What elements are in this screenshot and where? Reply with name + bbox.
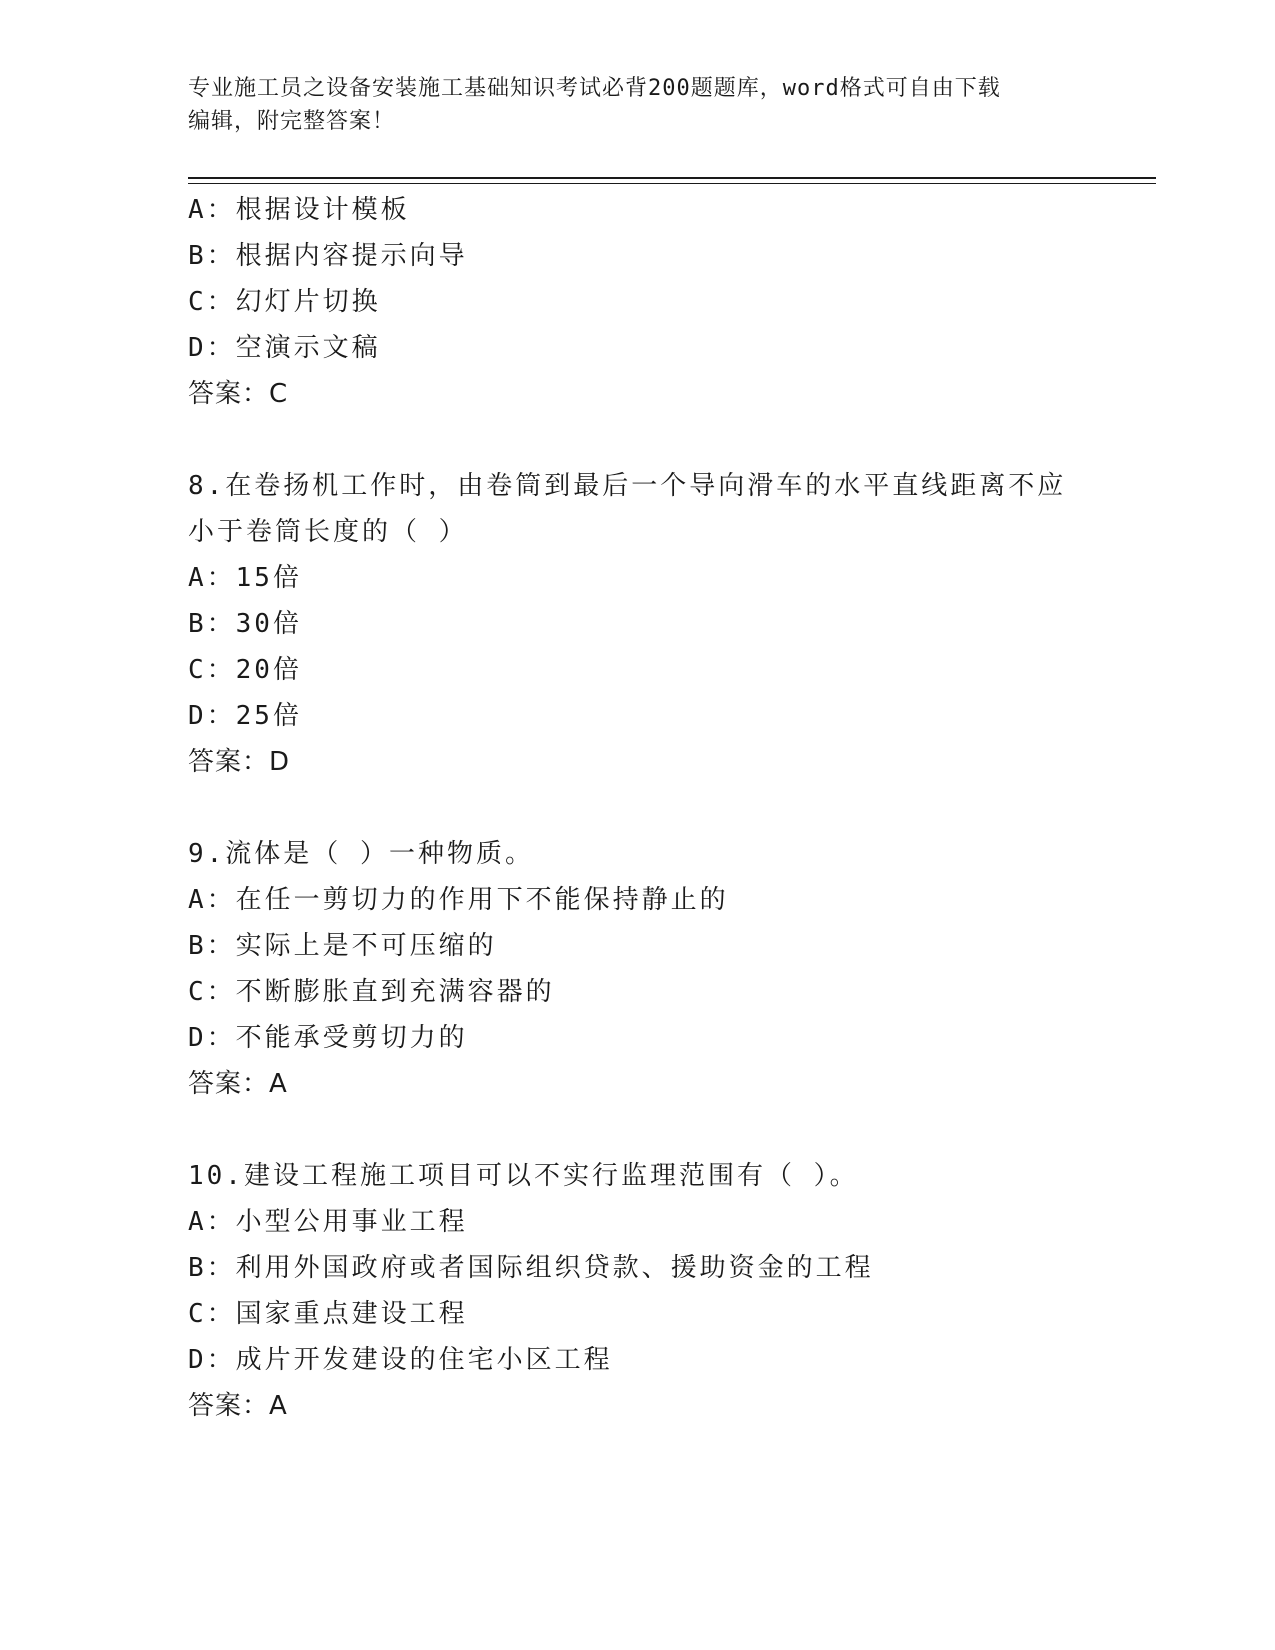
option-b: B：利用外国政府或者国际组织贷款、援助资金的工程 (188, 1253, 874, 1283)
option-d: D：25倍 (188, 701, 302, 731)
option-a: A：在任一剪切力的作用下不能保持静止的 (188, 885, 729, 915)
answer-line: 答案：C (188, 379, 289, 409)
option-c: C：幻灯片切换 (188, 287, 381, 317)
question-stem: 9.流体是（ ）一种物质。 (188, 839, 534, 869)
header-divider-thick (188, 177, 1156, 179)
question-7-continued (188, 187, 1148, 417)
question-9 (188, 831, 1148, 1107)
answer-line: 答案：A (188, 1391, 288, 1421)
option-d: D：不能承受剪切力的 (188, 1023, 468, 1053)
question-spacer (188, 785, 1148, 831)
option-d: D：成片开发建设的住宅小区工程 (188, 1345, 613, 1375)
question-list (188, 187, 1148, 1429)
question-10 (188, 1153, 1148, 1429)
option-c: C：20倍 (188, 655, 302, 685)
document-header (188, 72, 1088, 138)
header-title-line1: 专业施工员之设备安装施工基础知识考试必背200题题库，word格式可自由下载 (188, 76, 1001, 101)
option-b: B：30倍 (188, 609, 302, 639)
question-stem: 8.在卷扬机工作时，由卷筒到最后一个导向滑车的水平直线距离不应 (188, 471, 1067, 501)
question-8 (188, 463, 1148, 785)
question-spacer (188, 1107, 1148, 1153)
answer-line: 答案：A (188, 1069, 288, 1099)
answer-line: 答案：D (188, 747, 291, 777)
option-a: A：小型公用事业工程 (188, 1207, 468, 1237)
option-a: A：根据设计模板 (188, 195, 410, 225)
header-title-line2: 编辑，附完整答案！ (188, 109, 396, 134)
question-stem: 10.建设工程施工项目可以不实行监理范围有（ ）。 (188, 1161, 859, 1191)
option-b: B：根据内容提示向导 (188, 241, 468, 271)
question-stem-continued: 小于卷筒长度的（ ） (188, 517, 468, 547)
option-c: C：不断膨胀直到充满容器的 (188, 977, 555, 1007)
option-d: D：空演示文稿 (188, 333, 381, 363)
question-spacer (188, 417, 1148, 463)
option-c: C：国家重点建设工程 (188, 1299, 468, 1329)
option-b: B：实际上是不可压缩的 (188, 931, 497, 961)
header-divider-thin (188, 183, 1156, 184)
option-a: A：15倍 (188, 563, 302, 593)
